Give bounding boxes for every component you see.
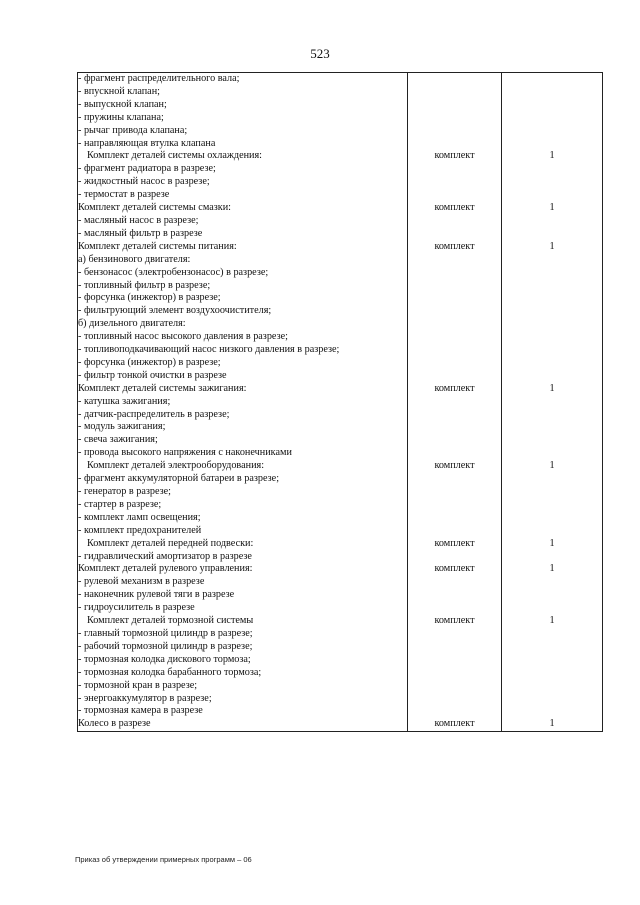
table-row: [78, 705, 603, 718]
item-unit: [408, 318, 502, 331]
item-name: - фрагмент аккумуляторной батареи в разрезе;: [78, 473, 408, 486]
table-row: [78, 202, 603, 215]
table-row: [78, 499, 603, 512]
item-unit: [408, 176, 502, 189]
item-unit: [408, 370, 502, 383]
item-unit: [408, 551, 502, 564]
item-unit: [408, 215, 502, 228]
item-quantity: [502, 396, 603, 409]
item-unit: [408, 112, 502, 125]
item-unit: [408, 344, 502, 357]
table-row: [78, 641, 603, 654]
item-unit: [408, 292, 502, 305]
item-name: - направляющая втулка клапана: [78, 138, 408, 151]
item-unit: [408, 705, 502, 718]
item-quantity: [502, 421, 603, 434]
table-row: [78, 383, 603, 396]
item-name: - модуль зажигания;: [78, 421, 408, 434]
item-unit: [408, 280, 502, 293]
item-quantity: [502, 499, 603, 512]
item-name: - топливный фильтр в разрезе;: [78, 280, 408, 293]
table-row: [78, 718, 603, 731]
item-name: - бензонасос (электробензонасос) в разрезе;: [78, 267, 408, 280]
item-quantity: [502, 693, 603, 706]
table-row: [78, 138, 603, 151]
item-name: - жидкостный насос в разрезе;: [78, 176, 408, 189]
item-name: Комплект деталей системы охлаждения:: [78, 150, 408, 163]
table-row: [78, 344, 603, 357]
item-quantity: 1: [502, 460, 603, 473]
item-name: - тормозная колодка дискового тормоза;: [78, 654, 408, 667]
item-name: - катушка зажигания;: [78, 396, 408, 409]
item-name: Комплект деталей тормозной системы: [78, 615, 408, 628]
table-row: [78, 215, 603, 228]
table-row: [78, 447, 603, 460]
item-name: - рычаг привода клапана;: [78, 125, 408, 138]
item-quantity: [502, 654, 603, 667]
item-unit: [408, 357, 502, 370]
item-unit: [408, 86, 502, 99]
item-quantity: [502, 267, 603, 280]
item-unit: комплект: [408, 150, 502, 163]
item-name: Комплект деталей системы питания:: [78, 241, 408, 254]
table-row: [78, 176, 603, 189]
item-quantity: [502, 280, 603, 293]
item-quantity: [502, 551, 603, 564]
item-name: - главный тормозной цилиндр в разрезе;: [78, 628, 408, 641]
item-unit: комплект: [408, 460, 502, 473]
item-name: - пружины клапана;: [78, 112, 408, 125]
item-quantity: 1: [502, 563, 603, 576]
equipment-table: [77, 72, 603, 732]
item-unit: комплект: [408, 538, 502, 551]
item-unit: [408, 589, 502, 602]
item-name: - тормозной кран в разрезе;: [78, 680, 408, 693]
item-quantity: [502, 680, 603, 693]
item-name: - термостат в разрезе: [78, 189, 408, 202]
table-row: [78, 473, 603, 486]
item-quantity: [502, 447, 603, 460]
item-quantity: 1: [502, 202, 603, 215]
item-name: - наконечник рулевой тяги в разрезе: [78, 589, 408, 602]
item-name: - форсунка (инжектор) в разрезе;: [78, 357, 408, 370]
item-quantity: [502, 305, 603, 318]
table-row: [78, 576, 603, 589]
table-row: [78, 292, 603, 305]
item-quantity: [502, 512, 603, 525]
item-name: - рабочий тормозной цилиндр в разрезе;: [78, 641, 408, 654]
item-name: - датчик-распределитель в разрезе;: [78, 409, 408, 422]
table-row: [78, 525, 603, 538]
item-unit: [408, 525, 502, 538]
table-row: [78, 370, 603, 383]
table-row: [78, 318, 603, 331]
item-quantity: 1: [502, 383, 603, 396]
item-quantity: [502, 112, 603, 125]
table-row: [78, 551, 603, 564]
table-row: [78, 241, 603, 254]
item-unit: комплект: [408, 202, 502, 215]
item-quantity: [502, 163, 603, 176]
item-name: - фильтр тонкой очистки в разрезе: [78, 370, 408, 383]
item-quantity: [502, 434, 603, 447]
page-number: 523: [310, 46, 330, 61]
table-row: [78, 628, 603, 641]
item-unit: [408, 654, 502, 667]
item-name: - фильтрующий элемент воздухоочистителя;: [78, 305, 408, 318]
table-row: [78, 460, 603, 473]
item-name: - энергоаккумулятор в разрезе;: [78, 693, 408, 706]
table-row: [78, 512, 603, 525]
item-name: - провода высокого напряжения с наконечниками: [78, 447, 408, 460]
item-name: - гидроусилитель в разрезе: [78, 602, 408, 615]
item-quantity: [502, 344, 603, 357]
item-unit: комплект: [408, 563, 502, 576]
item-name: - комплект ламп освещения;: [78, 512, 408, 525]
item-quantity: 1: [502, 718, 603, 731]
item-unit: [408, 667, 502, 680]
item-unit: [408, 138, 502, 151]
item-unit: комплект: [408, 383, 502, 396]
table-row: [78, 125, 603, 138]
table-row: [78, 189, 603, 202]
item-quantity: [502, 641, 603, 654]
item-quantity: [502, 73, 603, 86]
item-quantity: [502, 667, 603, 680]
item-quantity: 1: [502, 615, 603, 628]
item-quantity: 1: [502, 538, 603, 551]
table-row: [78, 357, 603, 370]
item-quantity: 1: [502, 150, 603, 163]
item-unit: [408, 228, 502, 241]
item-unit: [408, 628, 502, 641]
item-unit: [408, 499, 502, 512]
item-unit: [408, 409, 502, 422]
item-name: - форсунка (инжектор) в разрезе;: [78, 292, 408, 305]
item-quantity: [502, 254, 603, 267]
item-quantity: [502, 409, 603, 422]
item-unit: [408, 189, 502, 202]
item-unit: [408, 434, 502, 447]
table-row: [78, 589, 603, 602]
item-quantity: [502, 473, 603, 486]
item-quantity: 1: [502, 241, 603, 254]
item-name: Комплект деталей системы смазки:: [78, 202, 408, 215]
item-name: Комплект деталей передней подвески:: [78, 538, 408, 551]
item-unit: [408, 254, 502, 267]
item-unit: [408, 163, 502, 176]
table-row: [78, 563, 603, 576]
table-row: [78, 602, 603, 615]
item-quantity: [502, 576, 603, 589]
item-name: - тормозная камера в разрезе: [78, 705, 408, 718]
item-unit: [408, 602, 502, 615]
item-name: Комплект деталей электрооборудования:: [78, 460, 408, 473]
table-row: [78, 150, 603, 163]
table-row: [78, 163, 603, 176]
item-name: - рулевой механизм в разрезе: [78, 576, 408, 589]
item-unit: [408, 331, 502, 344]
table-row: [78, 73, 603, 86]
item-name: - топливный насос высокого давления в разрезе;: [78, 331, 408, 344]
item-quantity: [502, 138, 603, 151]
item-quantity: [502, 357, 603, 370]
table-row: [78, 112, 603, 125]
item-quantity: [502, 292, 603, 305]
item-quantity: [502, 318, 603, 331]
item-unit: [408, 576, 502, 589]
table-row: [78, 421, 603, 434]
item-unit: [408, 486, 502, 499]
item-quantity: [502, 99, 603, 112]
item-quantity: [502, 628, 603, 641]
item-name: Комплект деталей системы зажигания:: [78, 383, 408, 396]
table-row: [78, 267, 603, 280]
item-quantity: [502, 602, 603, 615]
item-quantity: [502, 176, 603, 189]
table-row: [78, 538, 603, 551]
item-name: - стартер в разрезе;: [78, 499, 408, 512]
item-unit: [408, 421, 502, 434]
table-row: [78, 654, 603, 667]
item-unit: комплект: [408, 241, 502, 254]
table-row: [78, 667, 603, 680]
item-quantity: [502, 215, 603, 228]
item-name: - фрагмент радиатора в разрезе;: [78, 163, 408, 176]
item-unit: [408, 447, 502, 460]
item-unit: [408, 693, 502, 706]
item-quantity: [502, 125, 603, 138]
item-unit: [408, 267, 502, 280]
item-name: а) бензинового двигателя:: [78, 254, 408, 267]
table-row: [78, 228, 603, 241]
table-row: [78, 331, 603, 344]
item-quantity: [502, 86, 603, 99]
table-row: [78, 99, 603, 112]
item-name: Колесо в разрезе: [78, 718, 408, 731]
table-row: [78, 86, 603, 99]
table-row: [78, 434, 603, 447]
equipment-table-body: [78, 73, 603, 732]
item-quantity: [502, 189, 603, 202]
item-unit: [408, 305, 502, 318]
item-name: - масляный фильтр в разрезе: [78, 228, 408, 241]
footer-text: Приказ об утверждении примерных программ – 06: [75, 855, 252, 864]
item-unit: [408, 641, 502, 654]
item-name: - фрагмент распределительного вала;: [78, 73, 408, 86]
table-row: [78, 254, 603, 267]
table-row: [78, 615, 603, 628]
item-quantity: [502, 228, 603, 241]
table-row: [78, 409, 603, 422]
item-unit: [408, 473, 502, 486]
item-quantity: [502, 705, 603, 718]
table-row: [78, 396, 603, 409]
item-unit: [408, 680, 502, 693]
item-name: - впускной клапан;: [78, 86, 408, 99]
item-name: - выпускной клапан;: [78, 99, 408, 112]
item-name: Комплект деталей рулевого управления:: [78, 563, 408, 576]
item-name: - масляный насос в разрезе;: [78, 215, 408, 228]
item-unit: [408, 73, 502, 86]
item-name: - тормозная колодка барабанного тормоза;: [78, 667, 408, 680]
item-name: - топливоподкачивающий насос низкого давления в разрезе;: [78, 344, 408, 357]
item-unit: [408, 99, 502, 112]
table-row: [78, 305, 603, 318]
item-quantity: [502, 589, 603, 602]
item-name: б) дизельного двигателя:: [78, 318, 408, 331]
item-name: - генератор в разрезе;: [78, 486, 408, 499]
item-unit: [408, 125, 502, 138]
item-unit: [408, 396, 502, 409]
item-unit: комплект: [408, 718, 502, 731]
table-row: [78, 486, 603, 499]
item-name: - комплект предохранителей: [78, 525, 408, 538]
item-quantity: [502, 331, 603, 344]
item-quantity: [502, 486, 603, 499]
item-name: - свеча зажигания;: [78, 434, 408, 447]
item-quantity: [502, 525, 603, 538]
table-row: [78, 693, 603, 706]
item-name: - гидравлический амортизатор в разрезе: [78, 551, 408, 564]
item-quantity: [502, 370, 603, 383]
table-row: [78, 280, 603, 293]
item-unit: [408, 512, 502, 525]
table-row: [78, 680, 603, 693]
item-unit: комплект: [408, 615, 502, 628]
